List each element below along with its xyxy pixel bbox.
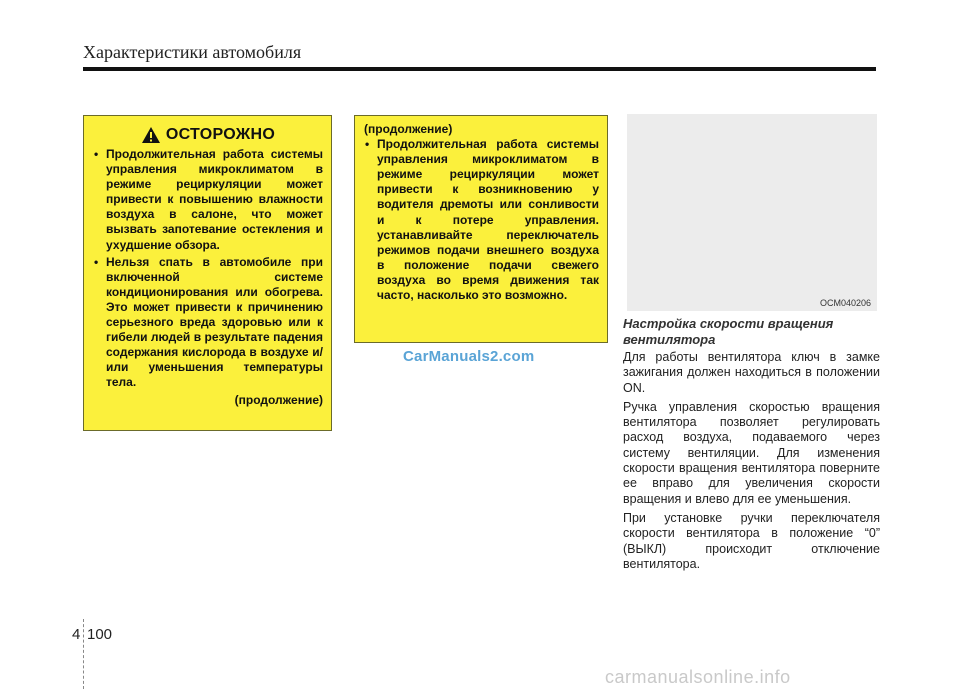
warning-box-right [354, 115, 608, 343]
chapter-number: 4 [72, 626, 81, 643]
footer-watermark: carmanualsonline.info [605, 667, 791, 687]
section-subheading: Настройка скорости вращения вентилятора [623, 316, 834, 347]
warning-title: ОСТОРОЖНО [165, 126, 276, 144]
warning-bullet-1: • Продолжительная работа системы управления микроклиматом в режиме рециркуляции может привести к повышению влажности воздуха в салоне, что может вызвать запотевание остекления и ухудшение обзора. [93, 147, 323, 253]
section-body [623, 350, 880, 576]
continued-label: (продолжение) [364, 122, 453, 136]
warning-bullet-3: • Продолжительная работа системы управления микроклиматом в режиме рециркуляции может привести к возникновению у водителя дремоты или сонливости и к потере управления. устанавливайте переключатель режимов подачи внешнего воздуха в положение подачи свежего воздуха во время движения так часто, насколько это возможно. [364, 137, 599, 303]
warning-heading [93, 126, 323, 144]
warning-box-left [83, 115, 332, 431]
fan-speed-knob-photo [627, 114, 877, 311]
page-number-divider [83, 619, 85, 689]
body-paragraph-3: При установке ручки переключателя скорости вентилятора в положение “0” (ВЫКЛ) происходит отключение вентилятора. [623, 510, 880, 571]
body-paragraph-2: Ручка управления скоростью вращения вентилятора позволяет регулировать расход воздуха, подаваемого через систему вентиляции. Для изменения скорости вращения вентилятора поверните ее вправо для увеличения скорости вращения и влево для ее уменьшения. [623, 399, 880, 506]
warning-bullet-2: • Нельзя спать в автомобиле при включенной системе кондиционирования или обогрева. Это может привести к причинению серьезного вреда здоровью или к гибели людей в результате падения содержания кислорода в воздухе и/или уменьшения температуры тела. [93, 255, 323, 391]
warning-triangle-icon [141, 126, 161, 144]
page-header-title: Характеристики автомобиля [83, 42, 302, 62]
watermark-text: CarManuals2.com [403, 348, 535, 365]
header-rule [83, 67, 876, 71]
figure-code: OCM040206 [819, 298, 871, 308]
page-number-value: 100 [87, 626, 113, 643]
body-paragraph-1: Для работы вентилятора ключ в замке зажигания должен находиться в положении ON. [623, 350, 880, 395]
continued-label: (продолжение) [234, 392, 323, 407]
